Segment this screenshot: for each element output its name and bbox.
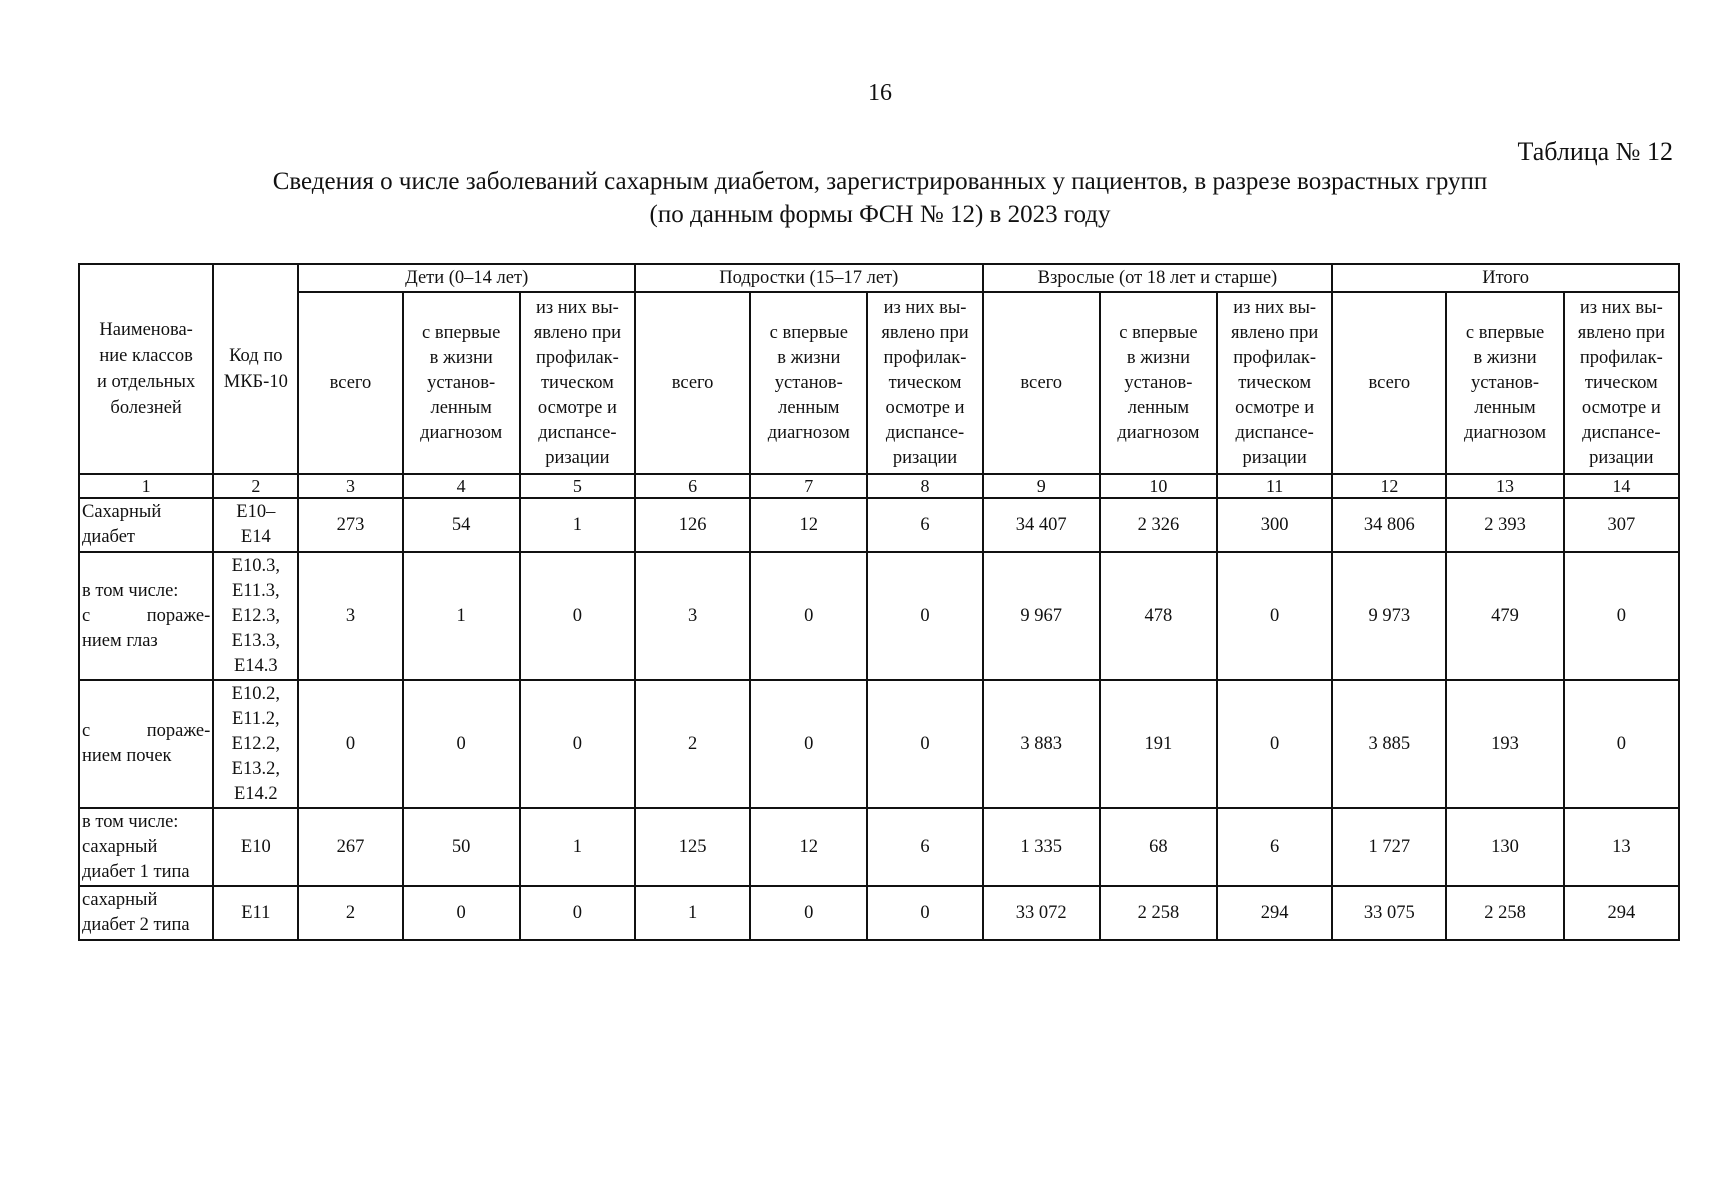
table-cell: 479 bbox=[1446, 552, 1563, 680]
header-icd-code: Код по МКБ-10 bbox=[213, 264, 298, 474]
table-cell: 0 bbox=[403, 680, 520, 808]
table-cell: 0 bbox=[1217, 552, 1332, 680]
table-cell: 267 bbox=[298, 808, 402, 886]
row-icd-code: E10.2, E11.2, E12.2, E13.2, E14.2 bbox=[213, 680, 298, 808]
header-sub-total: всего bbox=[635, 292, 750, 474]
table-cell: 0 bbox=[520, 680, 635, 808]
row-disease-name-part: с bbox=[82, 721, 91, 741]
table-cell: 2 393 bbox=[1446, 498, 1563, 552]
header-sub-prophylactic: из них вы- явлено при профилак- тическом осмотре и диспансе- ризации bbox=[1564, 292, 1679, 474]
header-sub-first-diagnosed: с впервые в жизни установ- ленным диагнозом bbox=[1100, 292, 1217, 474]
table-cell: 0 bbox=[750, 680, 867, 808]
row-disease-name bbox=[79, 552, 213, 680]
column-number-row bbox=[79, 474, 1679, 498]
row-icd-code: E11 bbox=[213, 886, 298, 940]
table-cell: 2 258 bbox=[1446, 886, 1563, 940]
table-cell: 6 bbox=[1217, 808, 1332, 886]
column-number: 5 bbox=[520, 474, 635, 498]
table-label: Таблица № 12 bbox=[1517, 137, 1673, 166]
column-number: 11 bbox=[1217, 474, 1332, 498]
table-cell: 0 bbox=[520, 886, 635, 940]
table-cell: 125 bbox=[635, 808, 750, 886]
table-cell: 478 bbox=[1100, 552, 1217, 680]
header-row-subcolumns bbox=[79, 292, 1679, 474]
table-cell: 0 bbox=[750, 886, 867, 940]
column-number: 3 bbox=[298, 474, 402, 498]
column-number: 14 bbox=[1564, 474, 1679, 498]
row-disease-name bbox=[79, 680, 213, 808]
row-disease-name-line bbox=[82, 604, 210, 629]
row-disease-name: Сахарный диабет bbox=[79, 498, 213, 552]
row-disease-name-line bbox=[82, 719, 210, 744]
table-cell: 0 bbox=[867, 680, 982, 808]
column-number: 6 bbox=[635, 474, 750, 498]
table-cell: 193 bbox=[1446, 680, 1563, 808]
row-disease-name: в том числе: сахарный диабет 1 типа bbox=[79, 808, 213, 886]
table-cell: 3 883 bbox=[983, 680, 1100, 808]
table-cell: 12 bbox=[750, 808, 867, 886]
header-sub-first-diagnosed: с впервые в жизни установ- ленным диагнозом bbox=[750, 292, 867, 474]
header-sub-total: всего bbox=[298, 292, 402, 474]
row-disease-name-part: с bbox=[82, 605, 91, 626]
table-cell: 34 806 bbox=[1332, 498, 1446, 552]
table-cell: 33 072 bbox=[983, 886, 1100, 940]
table-cell: 1 bbox=[520, 498, 635, 552]
row-disease-name-line: нием глаз bbox=[82, 630, 158, 651]
table-cell: 9 973 bbox=[1332, 552, 1446, 680]
column-number: 7 bbox=[750, 474, 867, 498]
table-row-diabetes-type-1 bbox=[79, 808, 1679, 886]
table-cell: 0 bbox=[298, 680, 402, 808]
header-sub-first-diagnosed: с впервые в жизни установ- ленным диагнозом bbox=[403, 292, 520, 474]
table-cell: 3 bbox=[298, 552, 402, 680]
table-cell: 3 bbox=[635, 552, 750, 680]
page-title: Сведения о числе заболеваний сахарным диабетом, зарегистрированных у пациентов, в разрезе возрастных групп (по данным формы ФСН № 12) в 2023 году bbox=[272, 168, 1488, 228]
table-cell: 1 bbox=[403, 552, 520, 680]
diabetes-statistics-table bbox=[78, 263, 1680, 941]
table-cell: 68 bbox=[1100, 808, 1217, 886]
table-cell: 130 bbox=[1446, 808, 1563, 886]
table-row-diabetes-type-2 bbox=[79, 886, 1679, 940]
header-disease-name: Наименова- ние классов и отдельных болезней bbox=[79, 264, 213, 474]
table-cell: 6 bbox=[867, 808, 982, 886]
row-disease-name-line: нием почек bbox=[82, 746, 172, 766]
header-group-total: Итого bbox=[1332, 264, 1679, 292]
table-cell: 0 bbox=[1564, 552, 1679, 680]
table-cell: 0 bbox=[403, 886, 520, 940]
row-icd-code: E10.3, E11.3, E12.3, E13.3, E14.3 bbox=[213, 552, 298, 680]
header-row-groups bbox=[79, 264, 1679, 292]
page-number: 16 bbox=[868, 80, 892, 106]
row-icd-code: E10 bbox=[213, 808, 298, 886]
table-cell: 0 bbox=[520, 552, 635, 680]
row-disease-name: сахарный диабет 2 типа bbox=[79, 886, 213, 940]
column-number: 8 bbox=[867, 474, 982, 498]
table-row-kidney-damage bbox=[79, 680, 1679, 808]
table-cell: 0 bbox=[867, 886, 982, 940]
table-cell: 6 bbox=[867, 498, 982, 552]
header-group-adults: Взрослые (от 18 лет и старше) bbox=[983, 264, 1333, 292]
table-cell: 13 bbox=[1564, 808, 1679, 886]
table-cell: 0 bbox=[1564, 680, 1679, 808]
table-cell: 2 258 bbox=[1100, 886, 1217, 940]
header-sub-first-diagnosed: с впервые в жизни установ- ленным диагнозом bbox=[1446, 292, 1563, 474]
row-disease-name-part: пораже- bbox=[146, 605, 211, 626]
table-cell: 9 967 bbox=[983, 552, 1100, 680]
table-cell: 50 bbox=[403, 808, 520, 886]
header-sub-prophylactic: из них вы- явлено при профилак- тическом осмотре и диспансе- ризации bbox=[520, 292, 635, 474]
table-cell: 12 bbox=[750, 498, 867, 552]
table-cell: 0 bbox=[867, 552, 982, 680]
table-cell: 2 bbox=[635, 680, 750, 808]
header-group-children: Дети (0–14 лет) bbox=[298, 264, 635, 292]
column-number: 10 bbox=[1100, 474, 1217, 498]
table-row-diabetes-total bbox=[79, 498, 1679, 552]
table-cell: 1 bbox=[520, 808, 635, 886]
column-number: 4 bbox=[403, 474, 520, 498]
table-cell: 34 407 bbox=[983, 498, 1100, 552]
table-cell: 1 335 bbox=[983, 808, 1100, 886]
column-number: 2 bbox=[213, 474, 298, 498]
header-sub-total: всего bbox=[1332, 292, 1446, 474]
table-cell: 54 bbox=[403, 498, 520, 552]
table-cell: 1 bbox=[635, 886, 750, 940]
column-number: 13 bbox=[1446, 474, 1563, 498]
header-sub-prophylactic: из них вы- явлено при профилак- тическом осмотре и диспансе- ризации bbox=[1217, 292, 1332, 474]
table-cell: 126 bbox=[635, 498, 750, 552]
table-cell: 273 bbox=[298, 498, 402, 552]
table-cell: 33 075 bbox=[1332, 886, 1446, 940]
table-cell: 2 326 bbox=[1100, 498, 1217, 552]
table-cell: 1 727 bbox=[1332, 808, 1446, 886]
table-cell: 3 885 bbox=[1332, 680, 1446, 808]
table-cell: 294 bbox=[1217, 886, 1332, 940]
table-cell: 191 bbox=[1100, 680, 1217, 808]
header-group-teenagers: Подростки (15–17 лет) bbox=[635, 264, 983, 292]
row-disease-name-line: в том числе: bbox=[82, 580, 179, 601]
column-number: 12 bbox=[1332, 474, 1446, 498]
header-sub-total: всего bbox=[983, 292, 1100, 474]
table-cell: 0 bbox=[1217, 680, 1332, 808]
table-cell: 2 bbox=[298, 886, 402, 940]
header-sub-prophylactic: из них вы- явлено при профилак- тическом осмотре и диспансе- ризации bbox=[867, 292, 982, 474]
row-disease-name-part: пораже- bbox=[146, 721, 211, 741]
row-icd-code: E10– E14 bbox=[213, 498, 298, 552]
table-cell: 307 bbox=[1564, 498, 1679, 552]
column-number: 1 bbox=[79, 474, 213, 498]
table-cell: 300 bbox=[1217, 498, 1332, 552]
table-cell: 294 bbox=[1564, 886, 1679, 940]
table-cell: 0 bbox=[750, 552, 867, 680]
table-row-eye-damage bbox=[79, 552, 1679, 680]
column-number: 9 bbox=[983, 474, 1100, 498]
